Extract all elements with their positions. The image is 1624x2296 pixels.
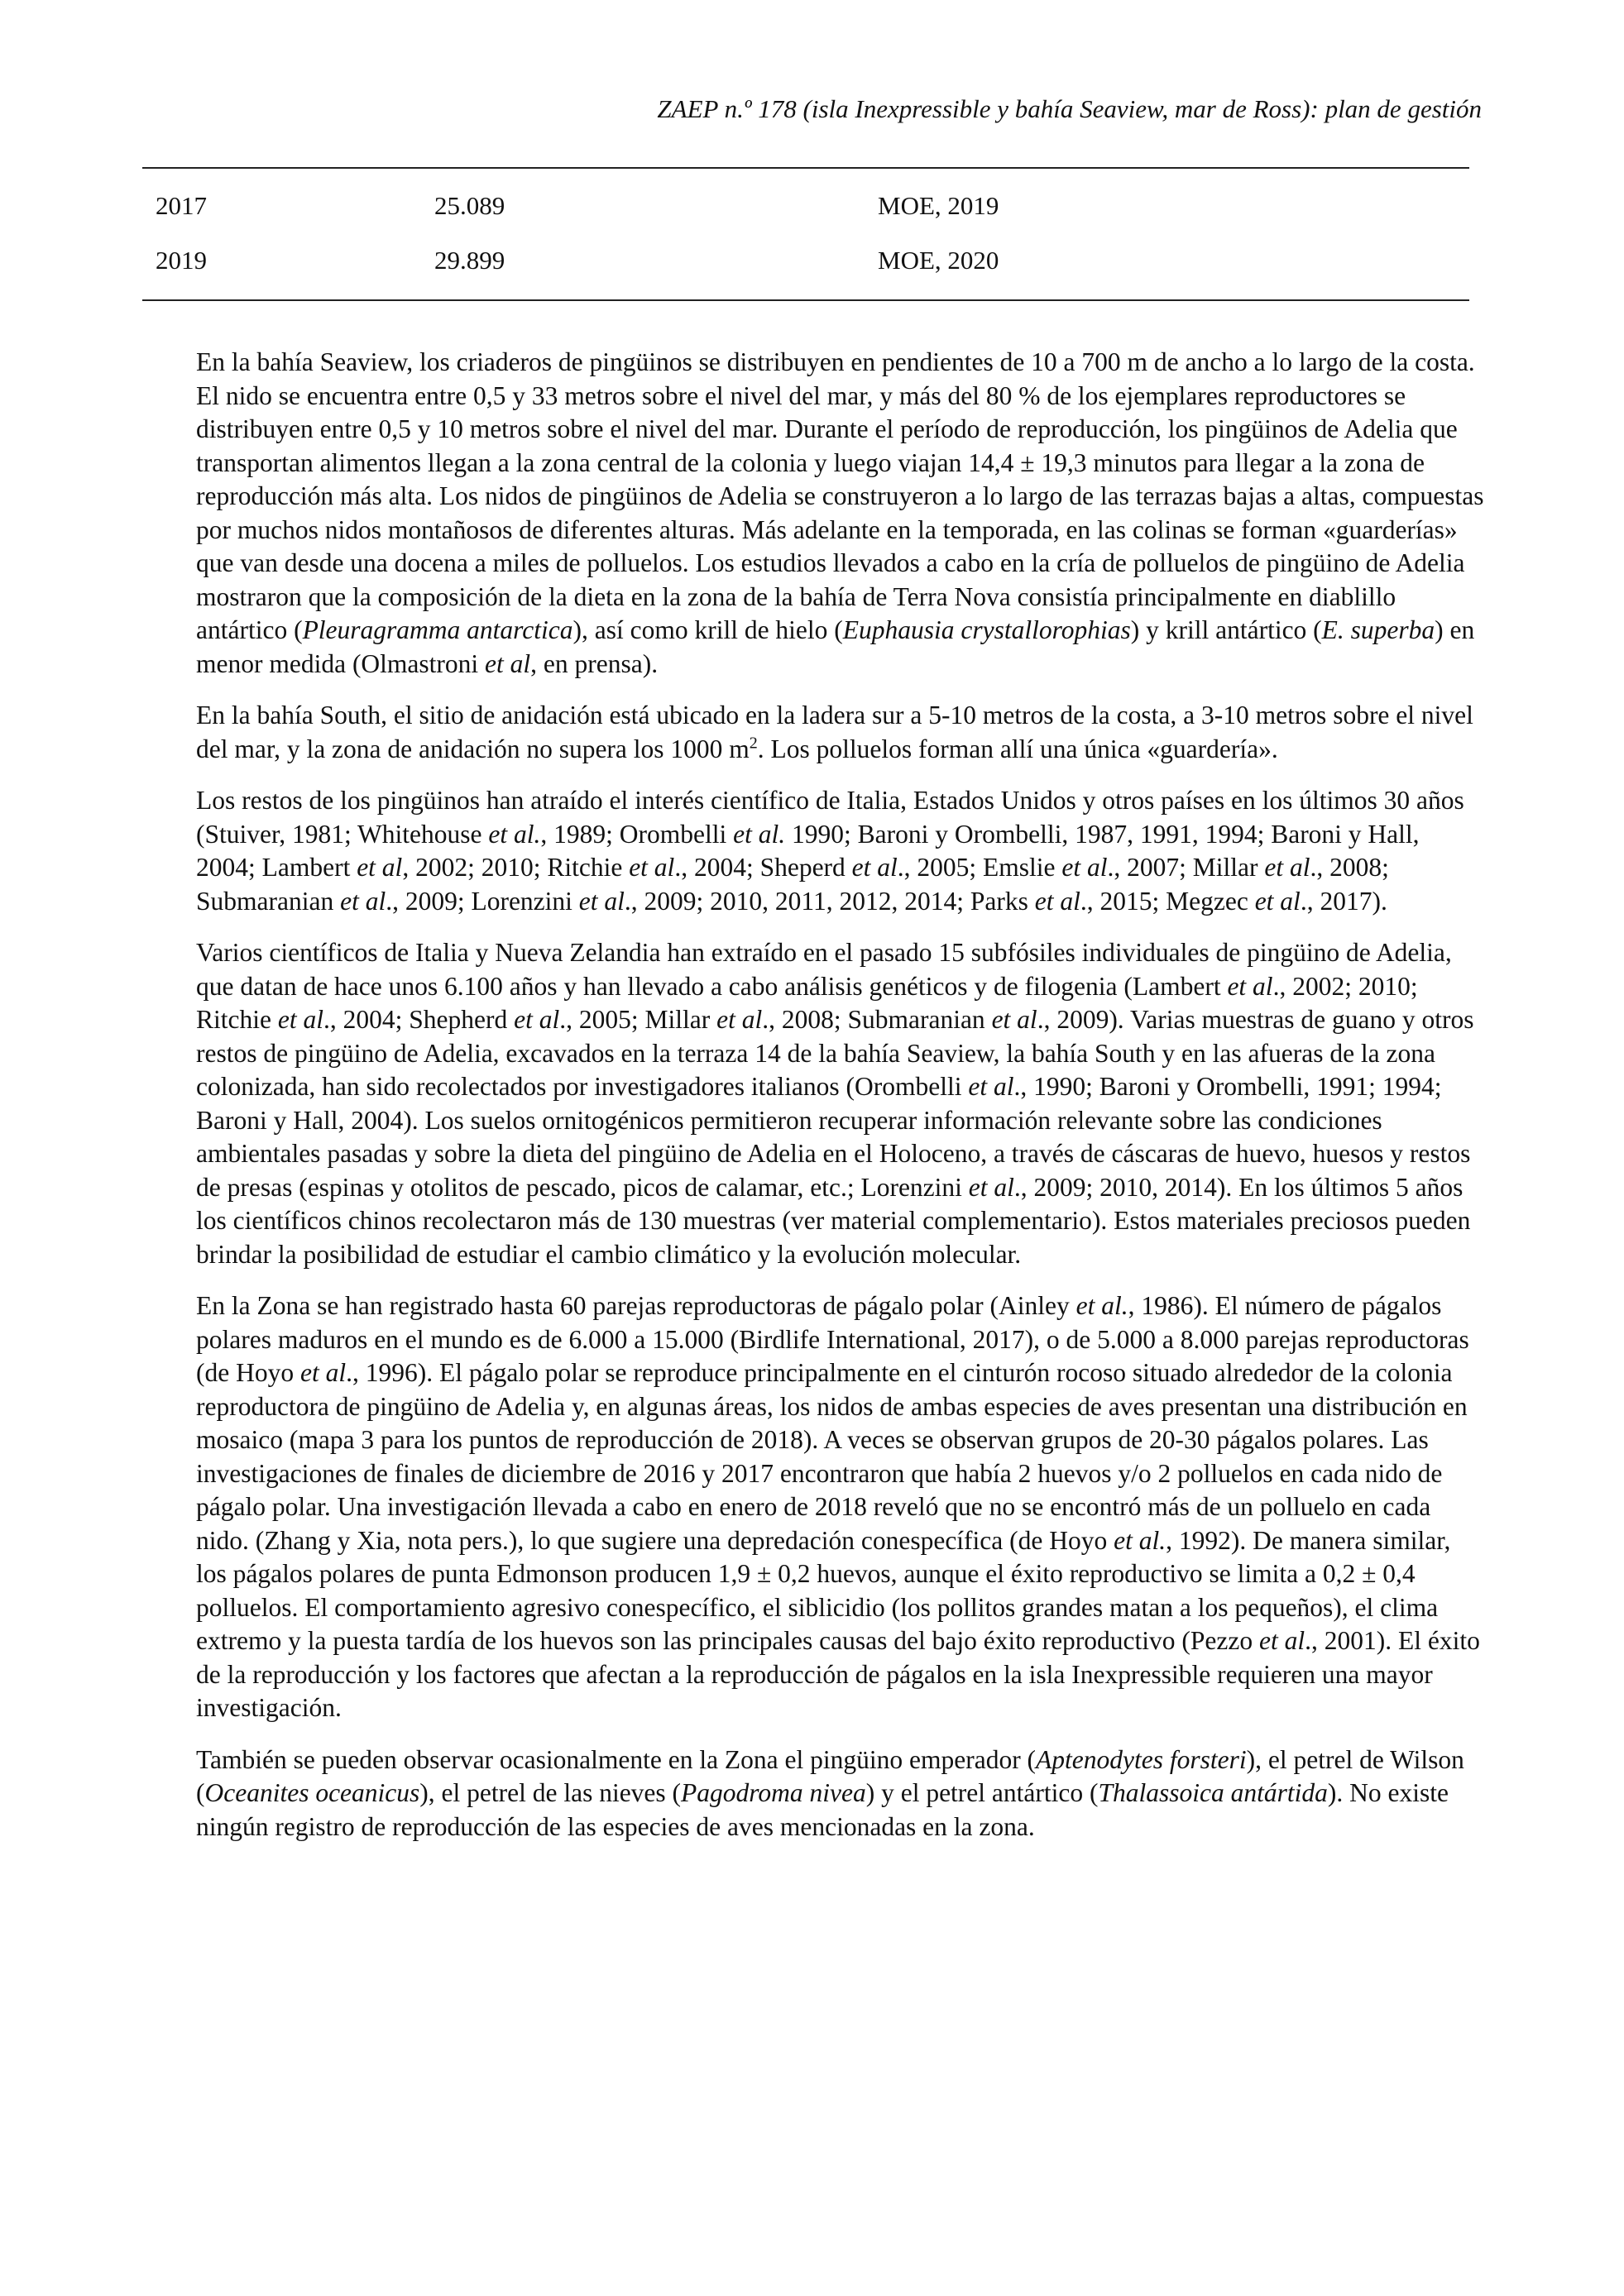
italic-text: et al (1034, 886, 1080, 916)
data-table (142, 167, 1469, 301)
italic-text: et al. (733, 819, 786, 849)
italic-text: et al (514, 1005, 560, 1034)
table-cell-source: MOE, 2020 (878, 246, 999, 275)
text-run: ., 2009; Lorenzini (386, 886, 579, 916)
table-cell-source: MOE, 2019 (878, 191, 999, 220)
text-run: ., 2017). (1300, 886, 1387, 916)
table-cell-year: 2019 (156, 246, 207, 275)
text-run: 1990; Baroni y Orombelli, 1987, 1991, 1994; Baroni y Hall, 2004; Lambert (196, 819, 1420, 882)
text-run: Varios científicos de Italia y Nueva Zelandia han extraído en el pasado 15 subfósiles individuales de pingüino de Adelia, que datan de hace unos 6.100 años y han llevado a cabo análisis genéticos y de filogenia (Lambert (196, 938, 1452, 1001)
italic-text: et al (968, 1072, 1014, 1101)
italic-text: et al (1264, 853, 1310, 882)
paragraph-south-polar-skua (196, 1289, 1484, 1725)
text-run: , en prensa). (530, 648, 659, 678)
text-run: ., 1996). El págalo polar se reproduce principalmente en el cinturón rocoso situado alrededor de la colonia reproductora de pingüino de Adelia y, en algunas áreas, los nidos de ambas especies de aves presentan una distribución en mosaico (mapa 3 para los puntos de reproducción de 2018). A veces se observan grupos de 20-30 págalos polares. Las investigaciones de finales de diciembre de 2016 y 2017 encontraron que había 2 huevos y/o 2 polluelos en cada nido de págalo polar. Una investigación llevada a cabo en enero de 2018 reveló que no se encontró más de un polluelo en cada nido. (Zhang y Xia, nota pers.), lo que sugiere una depredación conespecífica (de Hoyo (196, 1358, 1468, 1555)
italic-text: et al (299, 1358, 347, 1387)
italic-text: Pagodroma nivea (681, 1778, 866, 1807)
italic-text: Aptenodytes forsteri (1036, 1744, 1247, 1774)
paragraph-penguin-remains (196, 784, 1484, 918)
text-run: ., 2009; 2010, 2014). En los últimos 5 años los científicos chinos recolectaron más de 130 muestras (ver material complementario). Estos materiales preciosos pueden brindar la posibilidad de estudiar el cambio climático y la evolución molecular. (196, 1172, 1471, 1269)
superscript: 2 (749, 734, 758, 752)
text-run: En la bahía South, el sitio de anidación está ubicado en la ladera sur a 5-10 metros de la costa, a 3-10 metros sobre el nivel del mar, y la zona de anidación no supera los 1000 m (196, 701, 1473, 763)
text-run: ), el petrel de Wilson ( (196, 1744, 1464, 1807)
text-run: ., 1990; Baroni y Orombelli, 1991; 1994; Baroni y Hall, 2004). Los suelos ornitogénicos permitieron recuperar información relevante sobre las condiciones ambientales pasadas y sobre la dieta del pingüino de Adelia en el Holoceno, a través de cáscaras de huevo, huesos y restos de presas (espinas y otolitos de pescado, picos de calamar, etc.; Lorenzini (196, 1072, 1471, 1202)
italic-text: et al (340, 886, 386, 916)
text-run: También se pueden observar ocasionalmente en la Zona el pingüino emperador ( (196, 1744, 1037, 1774)
paragraph-subfossil-studies (196, 936, 1484, 1271)
text-run: . Los polluelos forman allí una única «guardería». (757, 734, 1278, 763)
text-run: , 1986). El número de págalos polares maduros en el mundo es de 6.000 a 15.000 (Birdlife International, 2017), o de 5.000 a 8.000 parejas reproductoras (de Hoyo (196, 1291, 1469, 1387)
italic-text: Pleuragramma antarctica (302, 615, 573, 644)
italic-text: E. superba (1321, 615, 1435, 644)
italic-text: et al (629, 853, 675, 882)
text-run: ). No existe ningún registro de reproducción de las especies de aves mencionadas en la zona. (196, 1778, 1449, 1841)
text-run: ., 2005; Emslie (897, 853, 1062, 882)
italic-text: et al. (1114, 1525, 1167, 1555)
italic-text: et al. (488, 819, 541, 849)
text-run: ) en menor medida (Olmastroni (196, 615, 1475, 678)
text-run: Los restos de los pingüinos han atraído el interés científico de Italia, Estados Unidos y otros países en los últimos 30 años (Stuiver, 1981; Whitehouse (196, 786, 1464, 849)
text-run: ) y el petrel antártico ( (865, 1778, 1099, 1807)
italic-text: Euphausia crystallorophias (842, 615, 1131, 644)
italic-text: Thalassoica antártida (1098, 1778, 1328, 1807)
text-run: ., 2008; Submaranian (762, 1005, 992, 1034)
italic-text: et al (851, 853, 898, 882)
text-run: En la Zona se han registrado hasta 60 parejas reproductoras de págalo polar (Ainley (196, 1291, 1076, 1320)
table-cell-year: 2017 (156, 191, 207, 220)
table-cell-count: 29.899 (434, 246, 505, 275)
text-run: ., 2007; Millar (1107, 853, 1265, 882)
table-row (142, 233, 1469, 288)
text-run: , 1992). De manera similar, los págalos polares de punta Edmonson producen 1,9 ± 0,2 huevos, aunque el éxito reproductivo se limita a 0,2 ± 0,4 polluelos. El comportamiento agresivo conespecífico, el siblicidio (los pollitos grandes matan a los pequeños), el clima extremo y la puesta tardía de los huevos son las principales causas del bajo éxito reproductivo (Pezzo (196, 1525, 1451, 1655)
italic-text: et al (1258, 1626, 1305, 1655)
body-text (196, 346, 1484, 1862)
italic-text: et al (277, 1005, 323, 1034)
text-run: ), así como krill de hielo ( (572, 615, 843, 644)
italic-text: et al. (1075, 1291, 1128, 1320)
italic-text: et al (991, 1005, 1037, 1034)
table-row (142, 179, 1469, 233)
italic-text: et al (1227, 971, 1273, 1001)
italic-text: et al (1254, 886, 1301, 916)
paragraph-south-bay-nesting (196, 699, 1484, 766)
text-run: , 2002; 2010; Ritchie (402, 853, 630, 882)
italic-text: Oceanites oceanicus (204, 1778, 420, 1807)
italic-text: et al (1061, 853, 1108, 882)
text-run: ., 2004; Shepherd (323, 1005, 515, 1034)
text-run: En la bahía Seaview, los criaderos de pingüinos se distribuyen en pendientes de 10 a 700 m de ancho a lo largo de la costa. El nido se encuentra entre 0,5 y 33 metros sobre el nivel del mar, y más del 80 % de los ejemplares reproductores se distribuyen entre 0,5 y 10 metros sobre el nivel del mar. Durante el período de reproducción, los pingüinos de Adelia que transportan alimentos llegan a la zona central de la colonia y luego viajan 14,4 ± 19,3 minutos para llegar a la zona de reproducción más alta. Los nidos de pingüinos de Adelia se construyeron a lo largo de las terrazas bajas a altas, compuestas por muchos nidos montañosos de diferentes alturas. Más adelante en la temporada, en las colinas se forman «guarderías» que van desde una docena a miles de polluelos. Los estudios llevados a cabo en la cría de polluelos de pingüino de Adelia mostraron que la composición de la dieta en la zona de la bahía de Terra Nova consistía principalmente en diablillo antártico ( (196, 347, 1484, 644)
text-run: ., 2009; 2010, 2011, 2012, 2014; Parks (624, 886, 1035, 916)
text-run: ., 2009). Varias muestras de guano y otros restos de pingüino de Adelia, excavados en la terraza 14 de la bahía Seaview, la bahía South y en las afueras de la zona colonizada, han sido recolectados por investigadores italianos (Orombelli (196, 1005, 1474, 1101)
text-run: ., 2002; 2010; Ritchie (196, 971, 1418, 1034)
text-run: ., 2001). El éxito de la reproducción y los factores que afectan a la reproducción de págalos en la isla Inexpressible requieren una mayor investigación. (196, 1626, 1480, 1722)
italic-text: et al (485, 648, 531, 678)
text-run: ., 2005; Millar (559, 1005, 717, 1034)
italic-text: et al (968, 1172, 1014, 1202)
text-run: ., 2008; Submaranian (196, 853, 1389, 916)
paragraph-seaview-nesting (196, 346, 1484, 681)
text-run: ), el petrel de las nieves ( (419, 1778, 682, 1807)
running-header: ZAEP n.º 178 (isla Inexpressible y bahía Seaview, mar de Ross): plan de gestión (657, 94, 1482, 123)
text-run: ., 2015; Megzec (1080, 886, 1255, 916)
text-run: ) y krill antártico ( (1130, 615, 1322, 644)
italic-text: et al (357, 853, 403, 882)
text-run: ., 2004; Sheperd (674, 853, 852, 882)
italic-text: et al (716, 1005, 763, 1034)
paragraph-other-birds (196, 1744, 1484, 1844)
text-run: , 1989; Orombelli (540, 819, 734, 849)
table-cell-count: 25.089 (434, 191, 505, 220)
italic-text: et al (578, 886, 625, 916)
